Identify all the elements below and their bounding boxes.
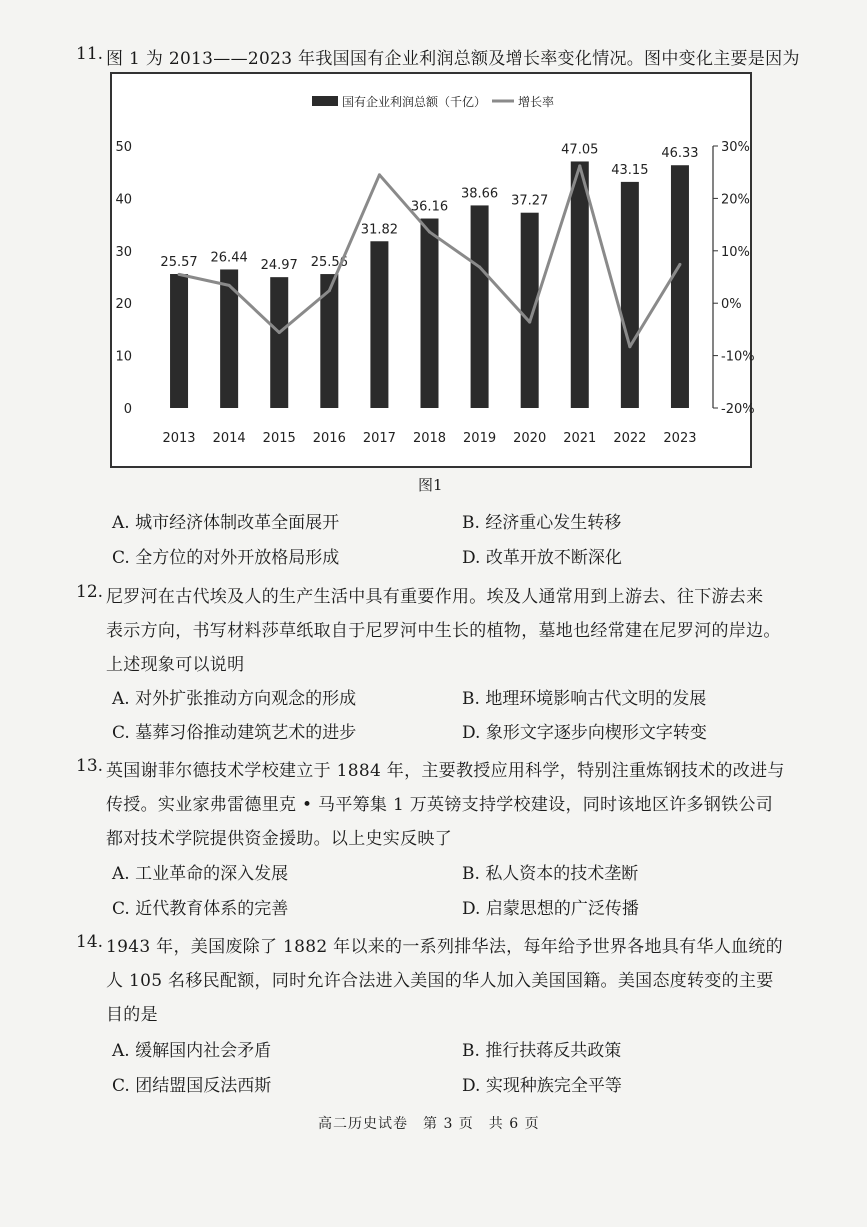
question-11-stem: 图 1 为 2013——2023 年我国国有企业利润总额及增长率变化情况。图中变化主要是因为 [106,49,800,69]
x-axis-tick-label: 2021 [563,431,597,446]
legend-line-label: 增长率 [518,95,555,109]
option-text: 启蒙思想的广泛传播 [485,899,639,919]
growth-rate-point [328,289,331,292]
right-axis-tick-label: -10% [721,349,755,365]
q12-option-b[interactable] [462,684,706,709]
q14-option-a[interactable] [112,1036,271,1061]
bar [521,213,539,408]
question-13-line-3: 都对技术学院提供资金援助。以上史实反映了 [106,829,452,849]
bar-data-label: 46.33 [661,146,699,162]
question-13-line-2: 传授。实业家弗雷德里克 • 马平筹集 1 万英镑支持学校建设，同时该地区许多钢铁公司 [106,795,774,815]
growth-rate-point [178,273,181,276]
option-letter: B. [462,689,480,709]
x-axis-tick-label: 2023 [663,431,697,446]
option-text: 对外扩张推动方向观念的形成 [135,689,357,709]
question-11-number: 11. [76,44,104,64]
left-axis-tick-label: 50 [115,140,132,155]
bar-data-label: 24.97 [260,258,298,274]
bar-data-label: 47.05 [561,142,599,158]
q13-option-d[interactable] [462,894,639,919]
right-axis-tick-label: -20% [721,402,755,417]
option-text: 全方位的对外开放格局形成 [135,548,340,568]
question-12-line-1: 尼罗河在古代埃及人的生产生活中具有重要作用。埃及人通常用到上游去、往下游去来 [106,587,764,607]
bar-data-label: 36.16 [410,199,449,215]
bar-data-label: 38.66 [460,186,499,202]
q13-option-b[interactable] [462,859,638,884]
q11-option-d[interactable] [462,543,622,568]
q12-option-d[interactable] [462,718,707,743]
x-axis-tick-label: 2016 [312,431,346,446]
q11-option-b[interactable] [462,508,621,533]
question-14-number: 14. [76,932,104,952]
bar [571,161,589,408]
option-text: 团结盟国反法西斯 [135,1076,272,1096]
right-axis-tick-label: 10% [721,244,750,260]
q14-option-d[interactable] [462,1071,622,1096]
option-letter: B. [462,864,480,884]
bar-data-label: 25.56 [310,255,348,271]
option-letter: C. [112,548,130,568]
option-text: 近代教育体系的完善 [135,899,289,919]
option-letter: D. [462,723,481,743]
bar [270,277,288,408]
right-axis-tick-label: 0% [721,297,742,313]
x-axis-tick-label: 2022 [613,431,647,446]
option-letter: A. [112,689,130,709]
question-13-number: 13. [76,756,104,776]
q11-option-a[interactable] [112,508,339,533]
left-axis-tick-label: 30 [115,244,132,260]
option-text: 缓解国内社会矛盾 [135,1041,272,1061]
option-text: 墓葬习俗推动建筑艺术的进步 [135,723,357,743]
x-axis-tick-label: 2020 [513,431,547,446]
page-footer: 高二历史试卷 第 3 页 共 6 页 [318,1116,540,1132]
option-letter: A. [112,864,130,884]
option-text: 城市经济体制改革全面展开 [135,513,340,533]
x-axis-tick-label: 2015 [262,431,296,446]
growth-rate-point [378,173,381,176]
option-text: 私人资本的技术垄断 [485,864,639,884]
bar [421,219,439,408]
option-letter: B. [462,513,480,533]
option-text: 推行扶蒋反共政策 [485,1041,622,1061]
option-text: 实现种族完全平等 [485,1076,622,1096]
legend-bar-label: 国有企业利润总额（千亿） [342,95,487,109]
q11-option-c[interactable] [112,543,339,568]
bar-data-label: 26.44 [210,250,248,266]
question-12-line-2: 表示方向，书写材料莎草纸取自于尼罗河中生长的植物，墓地也经常建在尼罗河的岸边。 [106,621,781,641]
bar [671,165,689,408]
question-14-line-3: 目的是 [106,1005,158,1025]
growth-rate-point [428,230,431,233]
bar [370,241,388,408]
left-axis-tick-label: 0 [123,402,132,417]
option-letter: C. [112,723,130,743]
question-13-line-1: 英国谢菲尔德技术学校建立于 1884 年，主要教授应用科学，特别注重炼钢技术的改进与 [106,761,785,781]
question-12-line-3: 上述现象可以说明 [106,655,245,675]
growth-rate-point [228,284,231,287]
left-axis-tick-label: 10 [115,349,132,365]
x-axis-tick-label: 2018 [412,431,447,446]
question-14-line-2: 人 105 名移民配额，同时允许合法进入美国的华人加入美国国籍。美国态度转变的主要 [106,971,774,991]
option-letter: D. [462,1076,481,1096]
option-text: 改革开放不断深化 [485,548,622,568]
bar-data-label: 43.15 [611,162,649,178]
option-letter: A. [112,1041,130,1061]
question-12-number: 12. [76,582,104,602]
bar [471,205,489,408]
option-letter: D. [462,899,481,919]
growth-rate-point [678,263,681,266]
chart-svg [112,74,755,466]
option-text: 工业革命的深入发展 [135,864,289,884]
x-axis-tick-label: 2017 [362,431,396,446]
figure-caption: 图1 [418,476,443,494]
profit-chart [110,72,755,468]
question-14-line-1: 1943 年，美国废除了 1882 年以来的一系列排华法，每年给予世界各地具有华人血统的 [106,937,783,957]
left-axis-tick-label: 20 [115,297,132,313]
q13-option-c[interactable] [112,894,288,919]
growth-rate-point [478,266,481,269]
bar [170,274,188,408]
x-axis-tick-label: 2013 [162,431,196,446]
growth-rate-point [528,321,531,324]
growth-rate-point [578,164,581,167]
q12-option-c[interactable] [112,718,356,743]
option-text: 象形文字逐步向楔形文字转变 [485,723,707,743]
option-letter: A. [112,513,130,533]
option-letter: C. [112,899,130,919]
option-text: 经济重心发生转移 [485,513,622,533]
growth-rate-point [628,345,631,348]
bar-data-label: 31.82 [360,222,399,238]
x-axis-tick-label: 2014 [212,431,246,446]
growth-rate-point [278,331,281,334]
right-axis-tick-label: 30% [721,140,750,155]
q13-option-a[interactable] [112,859,288,884]
q12-option-a[interactable] [112,684,356,709]
bar-data-label: 37.27 [511,193,549,209]
option-letter: B. [462,1041,480,1061]
bar-data-label: 25.57 [160,255,198,271]
right-axis-tick-label: 20% [721,192,750,208]
option-letter: C. [112,1076,130,1096]
q14-option-b[interactable] [462,1036,621,1061]
option-letter: D. [462,548,481,568]
x-axis-tick-label: 2019 [463,431,497,446]
q14-option-c[interactable] [112,1071,271,1096]
bar [621,182,639,408]
left-axis-tick-label: 40 [115,192,132,208]
option-text: 地理环境影响古代文明的发展 [485,689,707,709]
legend-bar-swatch [312,96,338,106]
